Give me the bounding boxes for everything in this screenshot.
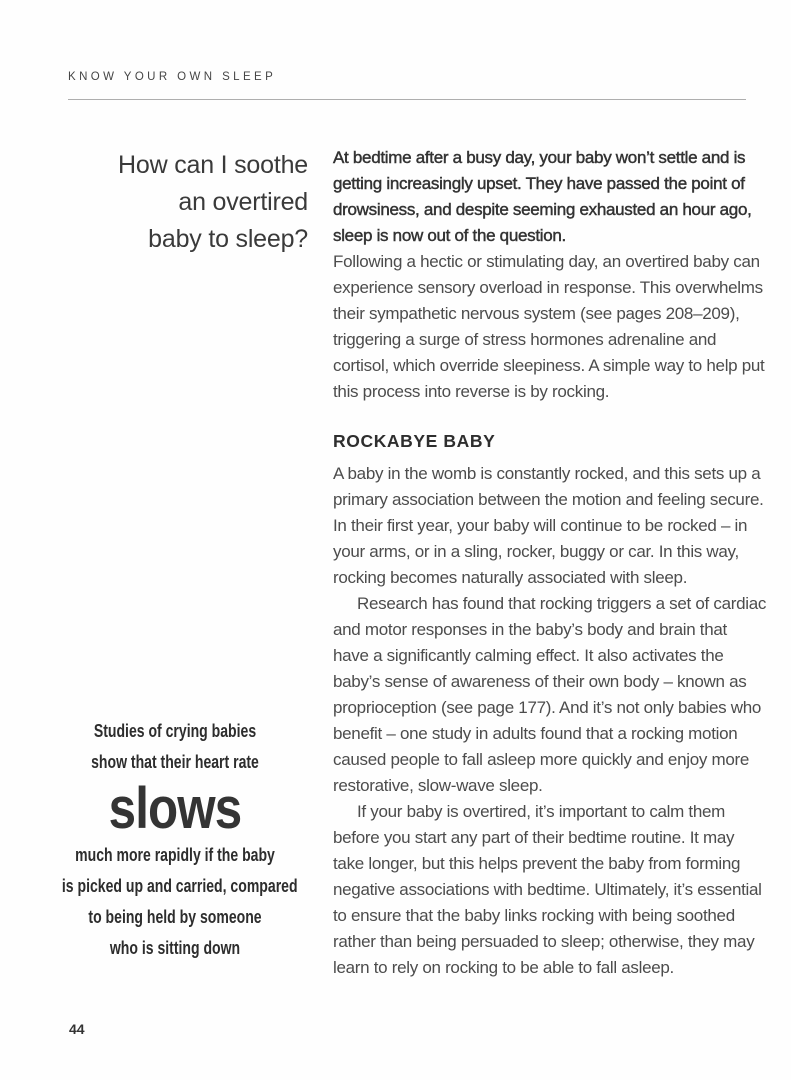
page-title-line-1: How can I soothe [118,151,308,179]
body-paragraph-1: Following a hectic or stimulating day, an overtired baby can experience sensory overload in response. This overwhelms their sympathetic nervous system (see pages 208–209), triggering a surge of stress hormones adrenaline and cortisol, which override sleepiness. A simple way to help put this process into reverse is by rocking. [333,252,765,401]
standfirst-paragraph: At bedtime after a busy day, your baby won’t settle and is getting increasingly upset. They have passed the point of drowsiness, and despite seeming exhausted an hour ago, sleep is now out of the question. [333,148,752,245]
section-heading: ROCKABYE BABY [333,431,496,451]
pull-quote [30,716,320,964]
pull-quote-line: Studies of crying babies [93,721,257,741]
page-title [30,147,308,258]
header-rule [68,99,746,100]
pull-quote-line: much more rapidly if the baby [75,845,275,865]
pull-quote-line: who is sitting down [109,938,241,958]
article-body [333,145,767,981]
body-paragraph-3: Research has found that rocking triggers a set of cardiac and motor responses in the baby’s body and brain that have a significantly calming effect. It also activates the baby’s sense of awareness of their own body – known as proprioception (see page 177). And it’s not only babies who benefit – one study in adults found that a rocking motion caused people to fall asleep more quickly and enjoy more restorative, slow-wave sleep. [333,594,767,795]
body-paragraph-4: If your baby is overtired, it’s important to calm them before you start any part of their bedtime routine. It may take longer, but this helps prevent the baby from forming negative associations with bedtime. Ultimately, it’s essential to ensure that the baby links rocking with being soothed rather than being persuaded to sleep; otherwise, they may learn to rely on rocking to be able to fall asleep. [333,802,762,977]
pull-quote-highlight: slows [108,776,242,841]
page-title-line-3: baby to sleep? [148,225,308,253]
pull-quote-line: is picked up and carried, compared [61,876,298,896]
pull-quote-line: to being held by someone [88,907,262,927]
body-paragraph-2: A baby in the womb is constantly rocked, and this sets up a primary association between the motion and feeling secure. In their first year, your baby will continue to be rocked – in your arms, or in a sling, rocker, buggy or car. In this way, rocking becomes naturally associated with sleep. [333,464,764,587]
page-title-line-2: an overtired [178,188,308,216]
pull-quote-line: show that their heart rate [91,752,259,772]
running-header: KNOW YOUR OWN SLEEP [68,71,277,83]
page-number: 44 [69,1021,85,1037]
